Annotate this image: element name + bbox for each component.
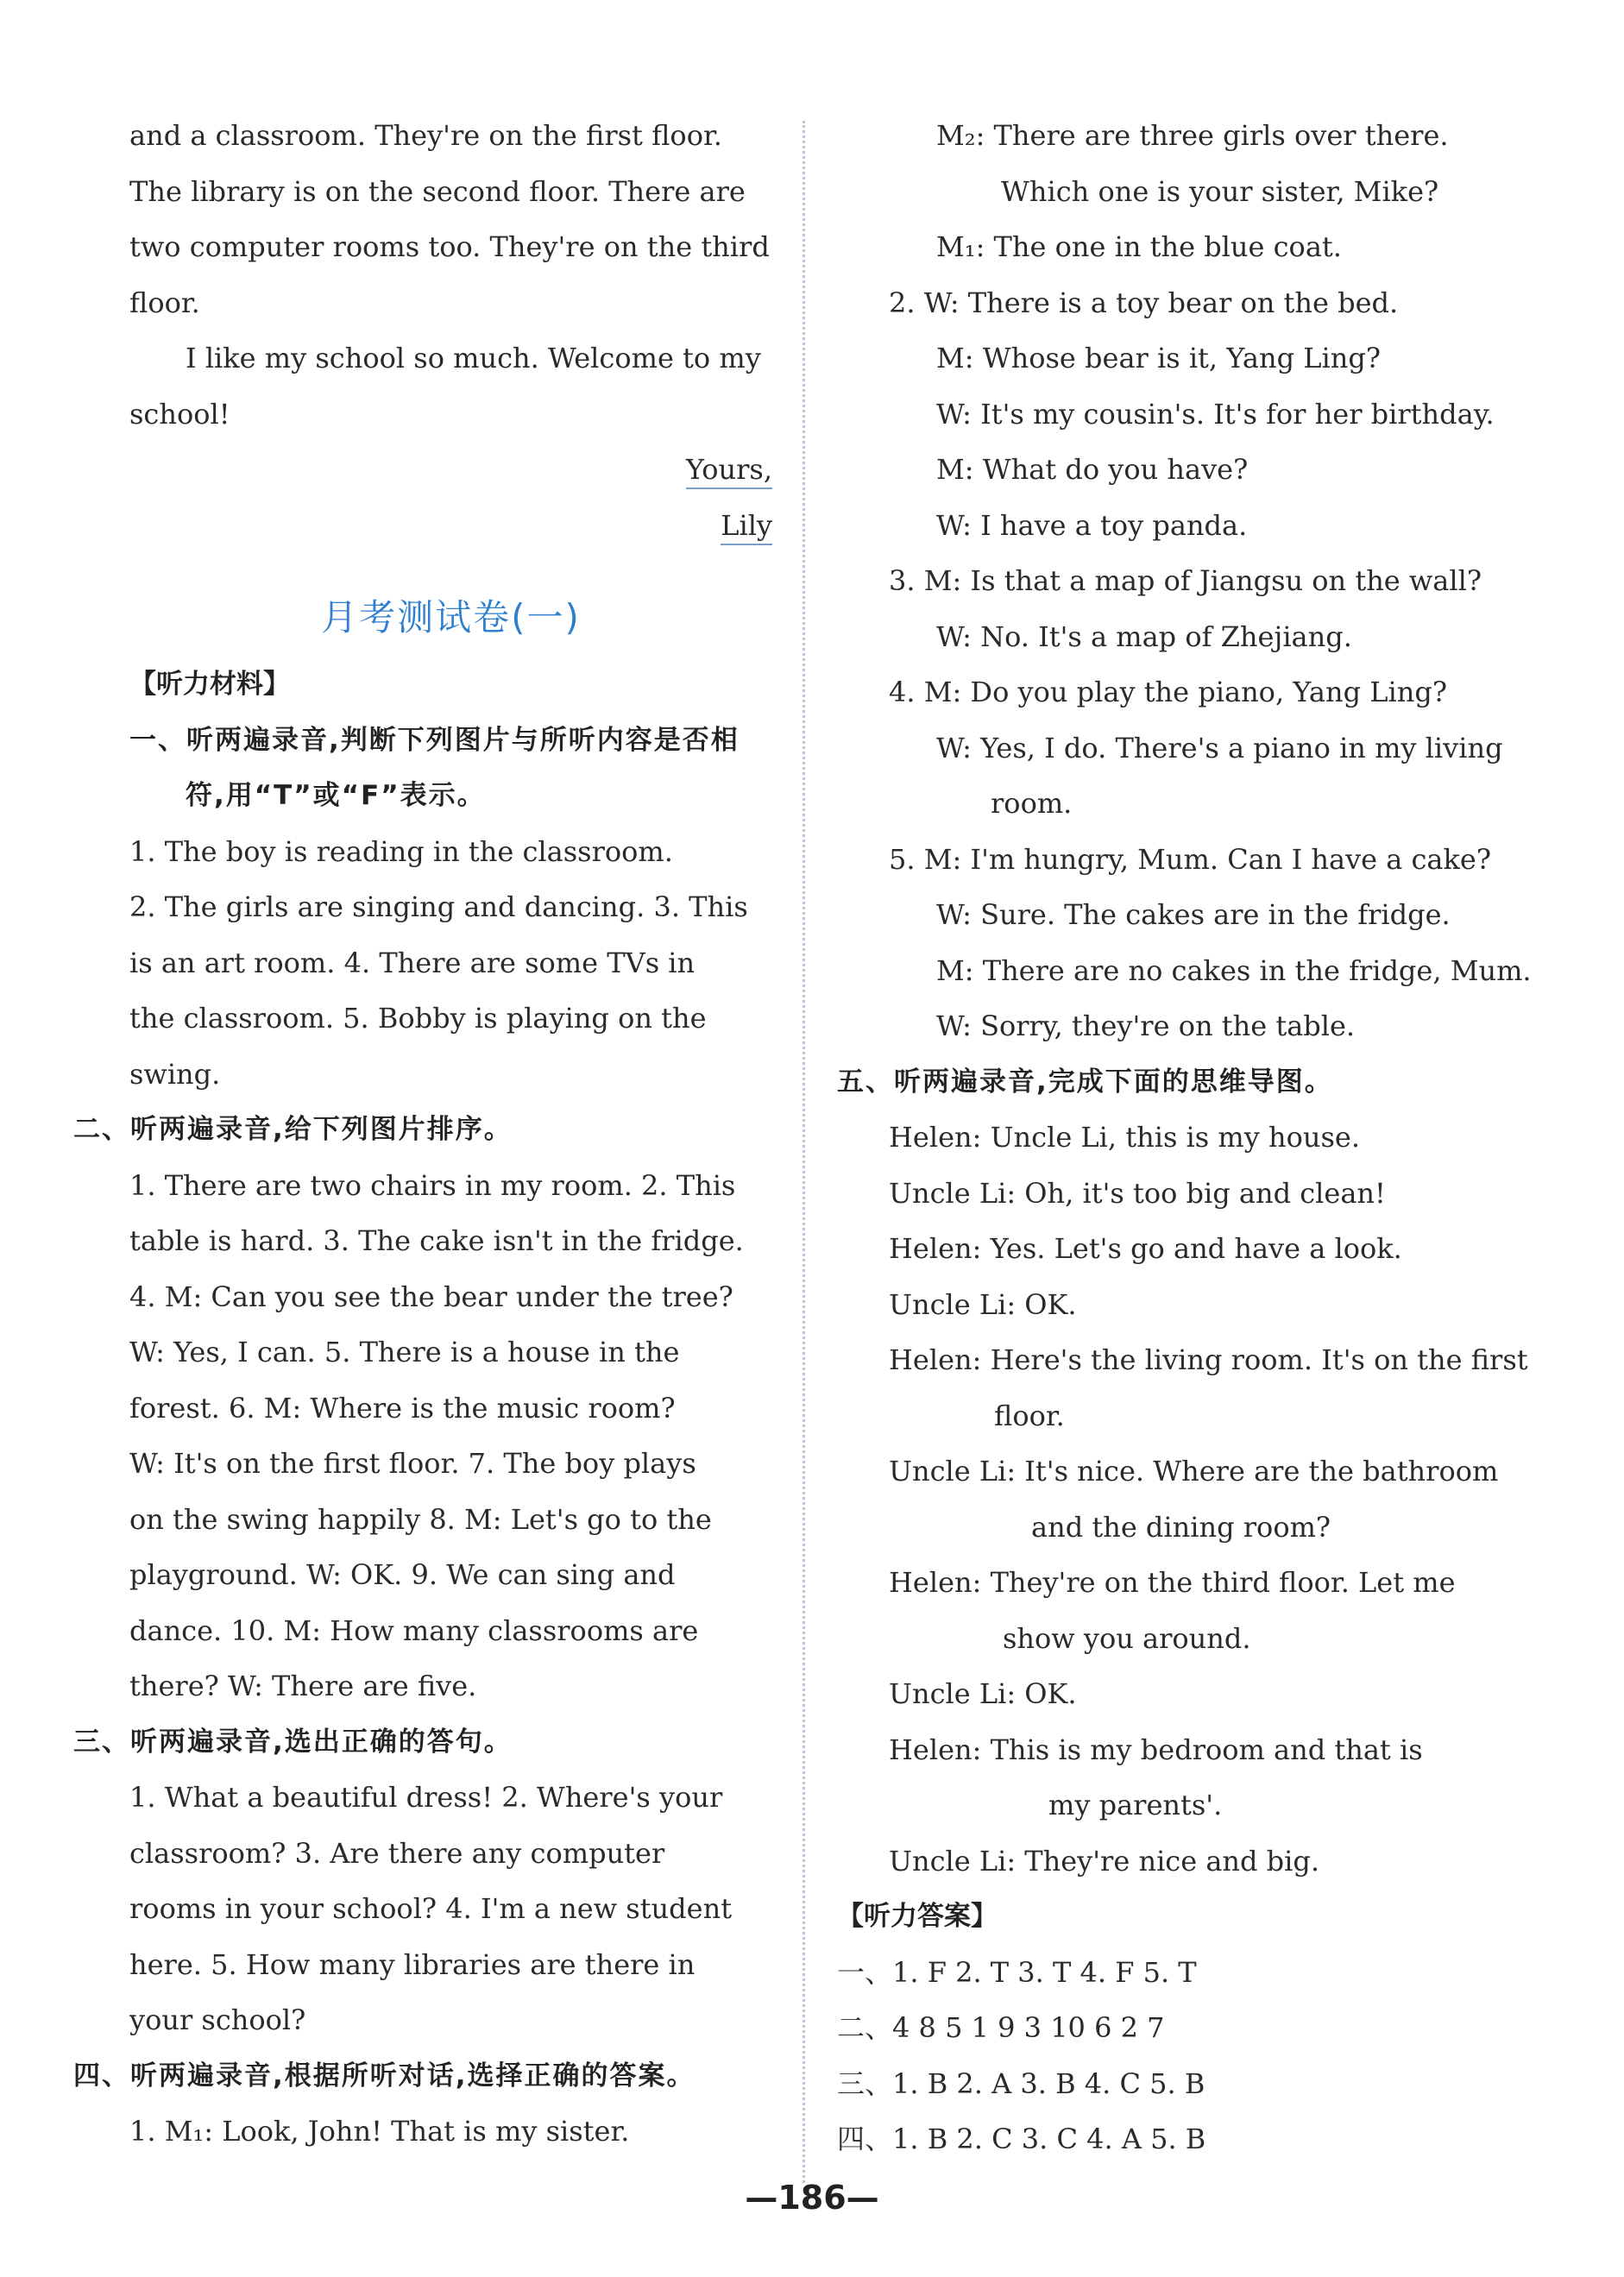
letter-line: floor. bbox=[129, 286, 200, 319]
answer-row: 三、1. B 2. A 3. B 4. C 5. B bbox=[837, 2066, 1205, 2100]
section-1-line: swing. bbox=[129, 1057, 221, 1091]
dialogue-line: M: Whose bear is it, Yang Ling? bbox=[936, 342, 1381, 374]
letter-line: school! bbox=[129, 397, 230, 431]
listening-header: 【听力材料】 bbox=[129, 669, 290, 700]
section-1-title: 一、听两遍录音,判断下列图片与所听内容是否相 bbox=[129, 724, 740, 756]
section-5-line: my parents'. bbox=[1048, 1789, 1223, 1821]
section-1-line: 1. The boy is reading in the classroom. bbox=[129, 834, 673, 868]
section-1-line: the classroom. 5. Bobby is playing on the bbox=[129, 1002, 707, 1035]
section-5-line: Helen: They're on the third floor. Let me bbox=[889, 1566, 1456, 1599]
section-2-line: forest. 6. M: Where is the music room? bbox=[129, 1391, 676, 1425]
dialogue-line: M₂: There are three girls over there. bbox=[936, 119, 1449, 152]
section-5-line: and the dining room? bbox=[1031, 1510, 1331, 1544]
section-5-line: Uncle Li: Oh, it's too big and clean! bbox=[889, 1176, 1386, 1210]
section-1-title-cont: 符,用“T”或“F”表示。 bbox=[186, 780, 486, 811]
section-2-title: 二、听两遍录音,给下列图片排序。 bbox=[73, 1114, 513, 1145]
dialogue-line: W: Sure. The cakes are in the fridge. bbox=[936, 898, 1451, 931]
dialogue-line: M₁: The one in the blue coat. bbox=[936, 230, 1342, 263]
section-3-line: here. 5. How many libraries are there in bbox=[129, 1947, 696, 1981]
section-5-line: Helen: Here's the living room. It's on the first bbox=[889, 1343, 1528, 1376]
section-5-line: Uncle Li: OK. bbox=[889, 1677, 1077, 1710]
section-5-line: Helen: Yes. Let's go and have a look. bbox=[889, 1232, 1402, 1265]
page-title: 月考测试卷(一) bbox=[321, 596, 581, 638]
dialogue-line: 5. M: I'm hungry, Mum. Can I have a cake? bbox=[889, 842, 1491, 876]
answer-row: 二、4 8 5 1 9 3 10 6 2 7 bbox=[837, 2011, 1165, 2044]
section-2-line: W: Yes, I can. 5. There is a house in the bbox=[129, 1336, 680, 1368]
dialogue-line: room. bbox=[991, 787, 1073, 820]
section-2-line: W: It's on the first floor. 7. The boy plays bbox=[129, 1447, 696, 1480]
answer-row: 四、1. B 2. C 3. C 4. A 5. B bbox=[837, 2123, 1206, 2155]
section-2-line: 1. There are two chairs in my room. 2. This bbox=[129, 1168, 736, 1202]
letter-line: The library is on the second floor. There are bbox=[129, 174, 746, 208]
section-1-line: 2. The girls are singing and dancing. 3. This bbox=[129, 890, 748, 923]
section-5-title: 五、听两遍录音,完成下面的思维导图。 bbox=[837, 1066, 1333, 1098]
section-2-line: table is hard. 3. The cake isn't in the fridge. bbox=[129, 1224, 744, 1257]
section-3-line: 1. What a beautiful dress! 2. Where's your bbox=[129, 1781, 723, 1814]
column-divider bbox=[803, 121, 805, 2183]
section-2-line: playground. W: OK. 9. We can sing and bbox=[129, 1558, 676, 1591]
letter-line: two computer rooms too. They're on the third bbox=[129, 230, 770, 263]
left-column bbox=[73, 108, 772, 2160]
section-4-line: 1. M₁: Look, John! That is my sister. bbox=[129, 2115, 630, 2148]
letter-line: I like my school so much. Welcome to my bbox=[186, 342, 761, 374]
section-1-line: is an art room. 4. There are some TVs in bbox=[129, 946, 696, 979]
section-2-line: on the swing happily 8. M: Let's go to the bbox=[129, 1502, 712, 1536]
answer-row: 一、1. F 2. T 3. T 4. F 5. T bbox=[837, 1955, 1197, 1989]
dialogue-line: W: Yes, I do. There's a piano in my living bbox=[936, 731, 1503, 764]
section-2-line: there? W: There are five. bbox=[129, 1670, 477, 1702]
section-2-line: 4. M: Can you see the bear under the tree? bbox=[129, 1280, 733, 1313]
section-4-title: 四、听两遍录音,根据所听对话,选择正确的答案。 bbox=[73, 2060, 696, 2091]
page-number: —186— bbox=[745, 2179, 879, 2217]
dialogue-line: 4. M: Do you play the piano, Yang Ling? bbox=[889, 676, 1447, 708]
section-5-line: Helen: Uncle Li, this is my house. bbox=[889, 1121, 1360, 1154]
dialogue-line: W: I have a toy panda. bbox=[936, 508, 1248, 542]
section-3-line: your school? bbox=[129, 2003, 306, 2036]
dialogue-line: 2. W: There is a toy bear on the bed. bbox=[889, 286, 1399, 319]
dialogue-line: W: No. It's a map of Zhejiang. bbox=[936, 620, 1352, 653]
dialogue-line: W: It's my cousin's. It's for her birthday. bbox=[936, 397, 1495, 431]
section-5-line: Uncle Li: OK. bbox=[889, 1287, 1077, 1321]
section-5-line: Helen: This is my bedroom and that is bbox=[889, 1733, 1423, 1766]
dialogue-line: 3. M: Is that a map of Jiangsu on the wall? bbox=[889, 564, 1482, 597]
section-5-line: floor. bbox=[994, 1399, 1065, 1432]
dialogue-line: W: Sorry, they're on the table. bbox=[936, 1010, 1356, 1042]
letter-signoff: Yours, bbox=[129, 442, 772, 498]
section-5-line: show you around. bbox=[1003, 1621, 1251, 1655]
section-5-line: Uncle Li: It's nice. Where are the bathroom bbox=[889, 1455, 1499, 1488]
dialogue-line: M: What do you have? bbox=[936, 453, 1249, 486]
dialogue-line: M: There are no cakes in the fridge, Mum. bbox=[936, 953, 1532, 987]
section-3-title: 三、听两遍录音,选出正确的答句。 bbox=[73, 1726, 513, 1758]
letter-line: and a classroom. They're on the first floor. bbox=[129, 119, 722, 152]
section-3-line: classroom? 3. Are there any computer bbox=[129, 1836, 665, 1870]
letter-signature: Lily bbox=[129, 498, 772, 554]
section-3-line: rooms in your school? 4. I'm a new student bbox=[129, 1892, 733, 1925]
right-column bbox=[837, 108, 1536, 2167]
dialogue-line: Which one is your sister, Mike? bbox=[1001, 174, 1439, 208]
answers-header: 【听力答案】 bbox=[837, 1901, 998, 1932]
section-5-line: Uncle Li: They're nice and big. bbox=[889, 1844, 1320, 1878]
section-2-line: dance. 10. M: How many classrooms are bbox=[129, 1613, 699, 1647]
